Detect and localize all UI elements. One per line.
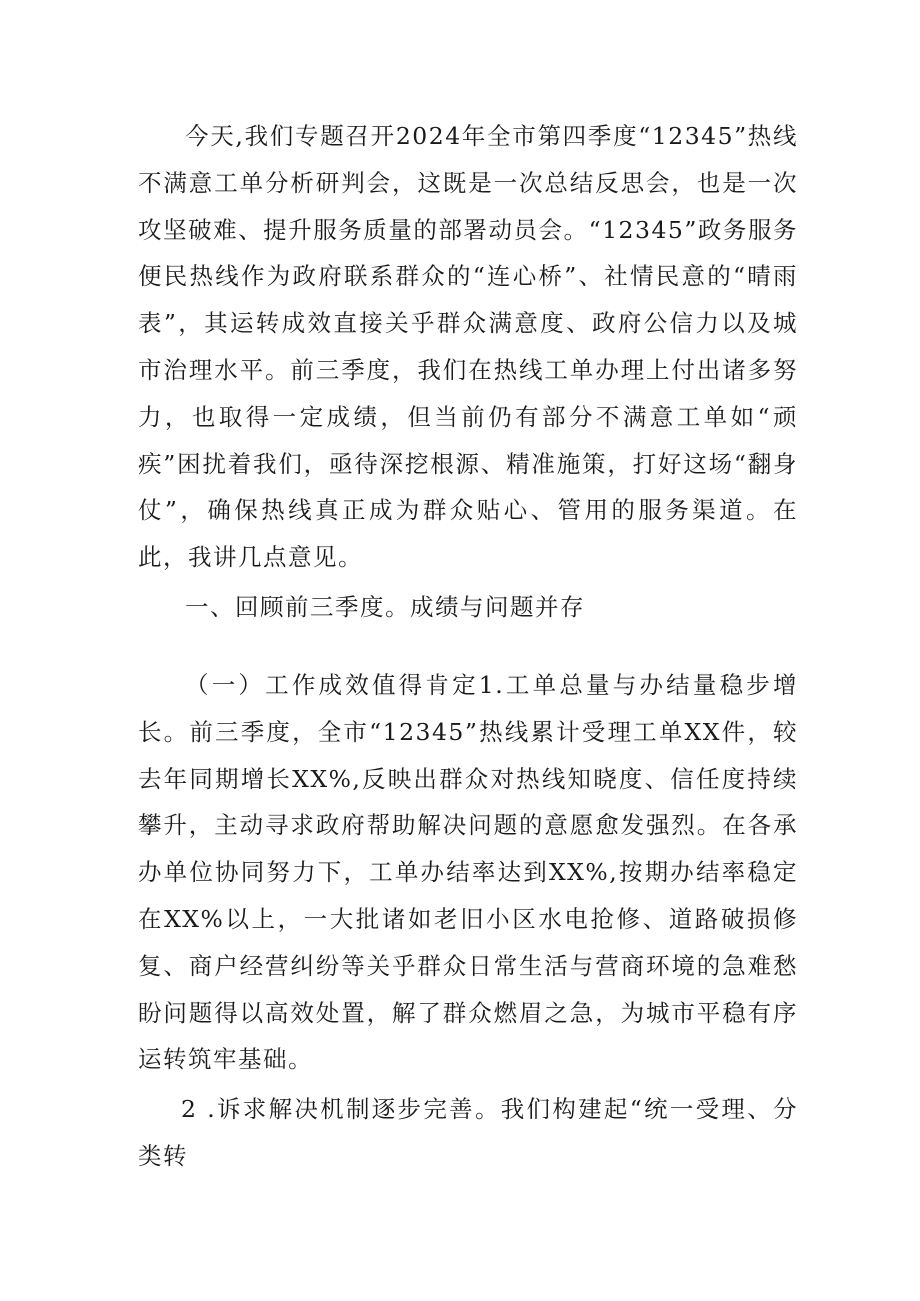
- mechanism-paragraph: 2 .诉求解决机制逐步完善。我们构建起“统一受理、分类转: [138, 1095, 798, 1170]
- achievements-paragraph: （一）工作成效值得肯定1.工单总量与办结量稳步增长。前三季度，全市“12345”热线累计受理工单XX件，较去年同期增长XX%,反映出群众对热线知晓度、信任度持续攀升，主动寻求政府帮助解决问题的意愿愈发强烈。在各承办单位协同努力下，工单办结率达到XX%,按期办结率稳定在XX%以上，一大批诸如老旧小区水电抢修、道路破损修复、商户经营纠纷等关乎群众日常生活与营商环境的急难愁盼问题得以高效处置，解了群众燃眉之急，为城市平稳有序运转筑牢基础。: [138, 671, 798, 1074]
- intro-paragraph: 今天,我们专题召开2024年全市第四季度“12345”热线不满意工单分析研判会，这既是一次总结反思会，也是一次攻坚破难、提升服务质量的部署动员会。“12345”政务服务便民热线作为政府联系群众的“连心桥”、社情民意的“晴雨表”，其运转成效直接关乎群众满意度、政府公信力以及城市治理水平。前三季度，我们在热线工单办理上付出诸多努力，也取得一定成绩，但当前仍有部分不满意工单如“顽疾”困扰着我们，亟待深挖根源、精准施策，打好这场“翻身仗”，确保热线真正成为群众贴心、管用的服务渠道。在此，我讲几点意见。: [138, 122, 798, 572]
- section-heading: 一、回顾前三季度。成绩与问题并存: [185, 593, 585, 621]
